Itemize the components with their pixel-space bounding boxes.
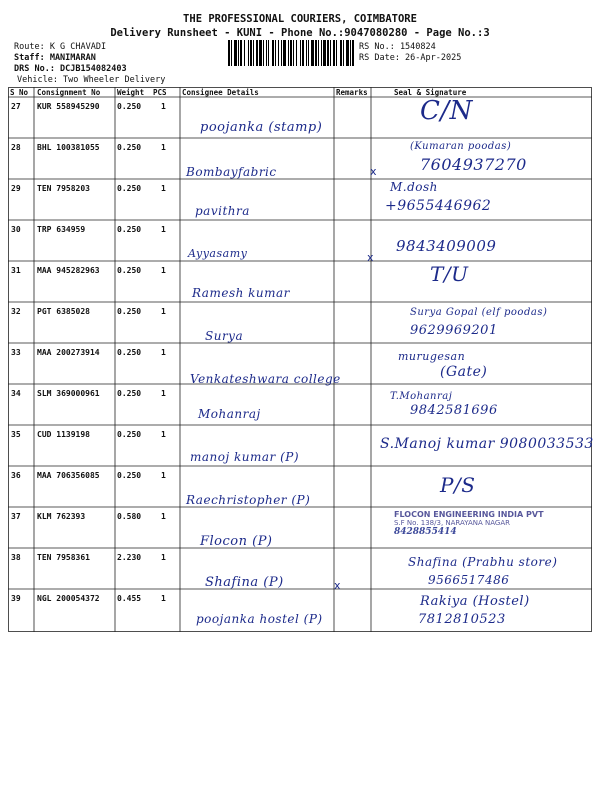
row-signature: murugesan	[398, 350, 466, 363]
row-sno: 38	[11, 553, 21, 562]
row-sno: 39	[11, 594, 21, 603]
row-weight: 0.250	[117, 389, 142, 398]
row-signature: S.Manoj kumar 9080033533	[380, 436, 594, 452]
row-sno: 34	[11, 389, 21, 398]
col-sno: S No	[10, 88, 29, 97]
runsheet-subtitle: Delivery Runsheet - KUNI - Phone No.:9047080280 - Page No.:3	[110, 27, 490, 39]
row-signature: 7812810523	[418, 612, 506, 627]
row-pcs: 1	[161, 594, 166, 603]
runsheet-title: THE PROFESSIONAL COURIERS, COIMBATORE	[183, 13, 417, 25]
row-consignee: poojanka hostel (P)	[196, 612, 323, 626]
stamp-line-3: 8428855414	[394, 527, 457, 537]
col-remarks: Remarks	[336, 88, 368, 97]
row-pcs: 1	[161, 430, 166, 439]
row-sno: 31	[11, 266, 21, 275]
row-signature: Surya Gopal (elf poodas)	[410, 307, 548, 318]
row-signature: Rakiya (Hostel)	[420, 594, 530, 609]
row-signature: 9843409009	[396, 237, 497, 255]
row-consignee: Surya	[205, 329, 244, 343]
row-consignment-no: PGT 6385028	[37, 307, 90, 316]
row-remark: x	[367, 251, 374, 264]
row-sno: 28	[11, 143, 21, 152]
row-pcs: 1	[161, 225, 166, 234]
row-consignment-no: MAA 706356085	[37, 471, 100, 480]
row-consignee: Flocon (P)	[200, 534, 273, 549]
row-consignee: Venkateshwara college	[190, 372, 341, 386]
stamp-line-2: S.F No. 138/3, NARAYANA NAGAR	[394, 519, 510, 527]
row-consignee: Shafina (P)	[205, 575, 284, 590]
row-signature: 7604937270	[420, 155, 527, 174]
row-pcs: 1	[161, 471, 166, 480]
row-weight: 0.580	[117, 512, 142, 521]
row-sno: 29	[11, 184, 21, 193]
row-sno: 27	[11, 102, 21, 111]
row-consignee: Mohanraj	[198, 407, 261, 421]
row-signature: Shafina (Prabhu store)	[408, 555, 558, 569]
row-consignment-no: KLM 762393	[37, 512, 86, 521]
row-weight: 0.455	[117, 594, 142, 603]
drs-number: DRS No.: DCJB154082403	[14, 64, 127, 74]
company-stamp	[394, 510, 586, 544]
row-consignment-no: MAA 200273914	[37, 348, 100, 357]
col-consignment: Consignment No	[37, 88, 101, 97]
row-consignment-no: TEN 7958203	[37, 184, 90, 193]
rs-number: RS No.: 1540824	[359, 42, 436, 52]
row-consignee: Ramesh kumar	[192, 286, 290, 300]
row-consignee: Bombayfabric	[186, 165, 277, 179]
vehicle-label: Vehicle: Two Wheeler Delivery	[17, 75, 166, 85]
col-weight: Weight	[117, 88, 145, 97]
row-signature: +9655446962	[385, 198, 492, 214]
staff-label: Staff: MANIMARAN	[14, 53, 96, 63]
row-pcs: 1	[161, 307, 166, 316]
row-weight: 0.250	[117, 184, 142, 193]
row-weight: 0.250	[117, 225, 142, 234]
row-sno: 37	[11, 512, 21, 521]
row-weight: 0.250	[117, 307, 142, 316]
col-pcs: PCS	[153, 88, 167, 97]
row-sno: 36	[11, 471, 21, 480]
row-sno: 30	[11, 225, 21, 234]
row-pcs: 1	[161, 102, 166, 111]
row-weight: 0.250	[117, 471, 142, 480]
row-signature: T/U	[430, 262, 469, 286]
stamp-line-1: FLOCON ENGINEERING INDIA PVT	[394, 510, 544, 519]
row-consignee: pavithra	[195, 204, 250, 218]
row-signature: 9842581696	[410, 403, 498, 418]
row-weight: 0.250	[117, 266, 142, 275]
row-sno: 33	[11, 348, 21, 357]
row-consignment-no: KUR 558945290	[37, 102, 100, 111]
row-pcs: 1	[161, 143, 166, 152]
row-consignee: Raechristopher (P)	[186, 493, 311, 507]
row-weight: 2.230	[117, 553, 142, 562]
row-pcs: 1	[161, 266, 166, 275]
route-label: Route: K G CHAVADI	[14, 42, 107, 52]
barcode-icon	[228, 40, 354, 66]
row-signature: 9566517486	[428, 573, 510, 587]
row-pcs: 1	[161, 389, 166, 398]
row-consignment-no: NGL 200054372	[37, 594, 100, 603]
row-signature: (Kumaran poodas)	[410, 141, 512, 152]
row-pcs: 1	[161, 348, 166, 357]
row-consignee: Ayyasamy	[188, 247, 248, 260]
row-pcs: 1	[161, 184, 166, 193]
row-consignee: manoj kumar (P)	[190, 450, 300, 464]
row-consignment-no: MAA 945282963	[37, 266, 100, 275]
row-signature: P/S	[440, 473, 476, 497]
row-weight: 0.250	[117, 143, 142, 152]
row-remark: x	[370, 165, 377, 178]
row-weight: 0.250	[117, 102, 142, 111]
row-consignment-no: BHL 100381055	[37, 143, 100, 152]
row-weight: 0.250	[117, 430, 142, 439]
row-pcs: 1	[161, 512, 166, 521]
row-sno: 32	[11, 307, 21, 316]
row-consignment-no: CUD 1139198	[37, 430, 90, 439]
row-weight: 0.250	[117, 348, 142, 357]
col-seal-signature: Seal & Signature	[394, 88, 467, 97]
row-signature: T.Mohanraj	[390, 391, 453, 402]
row-pcs: 1	[161, 553, 166, 562]
row-consignee: poojanka (stamp)	[200, 120, 323, 135]
row-consignment-no: TEN 7958361	[37, 553, 90, 562]
row-signature: 9629969201	[410, 323, 498, 338]
row-remark: x	[334, 579, 341, 592]
row-consignment-no: SLM 369000961	[37, 389, 100, 398]
row-signature: M.dosh	[390, 180, 438, 194]
row-sno: 35	[11, 430, 21, 439]
row-signature: C/N	[420, 96, 473, 126]
rs-date: RS Date: 26-Apr-2025	[359, 53, 462, 63]
row-consignment-no: TRP 634959	[37, 225, 86, 234]
row-signature: (Gate)	[440, 364, 488, 380]
col-consignee: Consignee Details	[182, 88, 259, 97]
